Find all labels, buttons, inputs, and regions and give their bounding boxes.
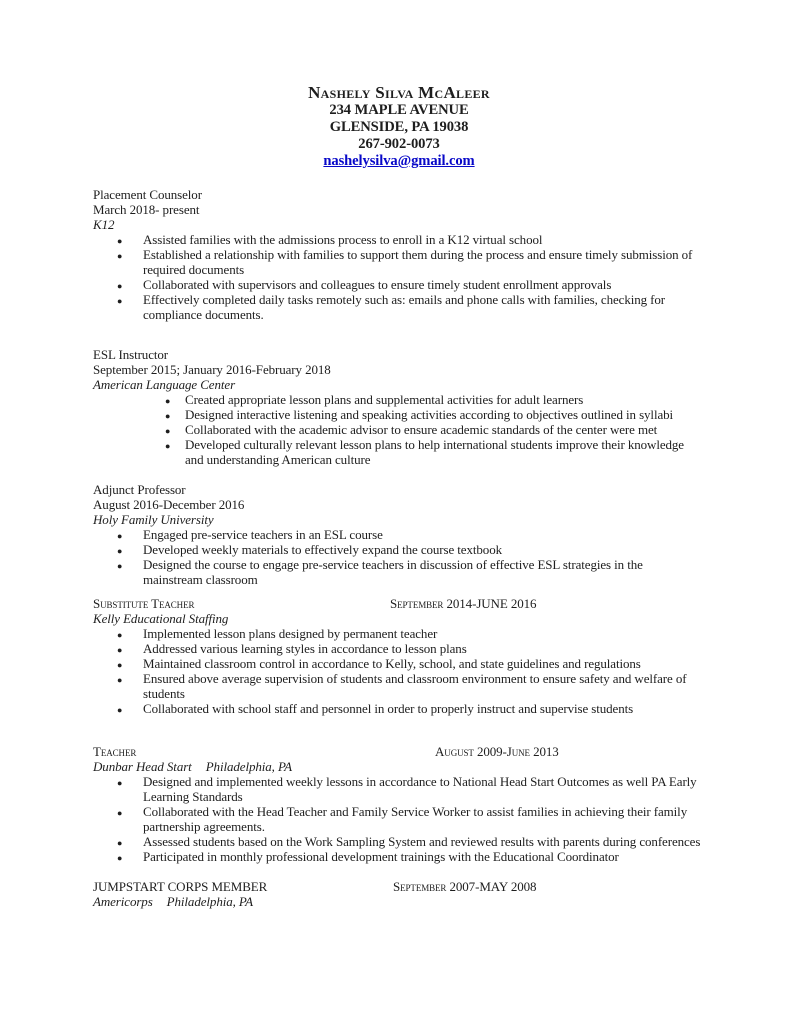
section-adjunct-professor	[93, 482, 705, 587]
phone-number: 267-902-0073	[358, 136, 440, 152]
email-line	[93, 153, 705, 170]
section-esl-instructor	[93, 347, 705, 467]
company-line	[93, 217, 705, 232]
job-title-row	[93, 596, 705, 611]
duty-item: ● Established a relationship with families to support them during the process and ensure timely submission of required documents	[143, 247, 705, 277]
duty-item: ● Created appropriate lesson plans and supplemental activities for adult learners	[185, 392, 705, 407]
job-date: September 2007-MAY 2008	[393, 879, 537, 894]
job-date: September 2014-JUNE 2016	[390, 596, 537, 611]
duty-list	[93, 527, 705, 587]
duty-item: ● Addressed various learning styles in accordance to lesson plans	[143, 641, 705, 656]
duty-item: ● Assisted families with the admissions process to enroll in a K12 virtual school	[143, 232, 705, 247]
job-title-row	[93, 879, 705, 894]
company-name: Dunbar Head Start	[93, 759, 192, 774]
duty-item: ● Assessed students based on the Work Sampling System and reviewed results with parents during conferences	[143, 834, 705, 849]
section-teacher	[93, 744, 705, 864]
address-line-1: 234 MAPLE AVENUE	[329, 102, 469, 118]
job-date: September 2015; January 2016-February 2018	[93, 362, 331, 377]
job-date: August 2009-June 2013	[435, 744, 559, 759]
duty-list	[93, 626, 705, 716]
duty-item: ● Maintained classroom control in accordance to Kelly, school, and state guidelines and regulations	[143, 656, 705, 671]
job-title: Teacher	[93, 744, 137, 759]
job-date: August 2016-December 2016	[93, 497, 245, 512]
job-title: Placement Counselor	[93, 187, 202, 202]
duty-item: ● Collaborated with the Head Teacher and Family Service Worker to assist families in achieving their family partnership agreements.	[143, 804, 705, 834]
company-name: Americorps	[93, 894, 153, 909]
job-title: Adjunct Professor	[93, 482, 186, 497]
duty-item: ● Collaborated with school staff and personnel in order to properly instruct and supervise students	[143, 701, 705, 716]
company-line	[93, 512, 705, 527]
job-location: Philadelphia, PA	[205, 759, 292, 774]
person-name: Nashely Silva McAleer	[308, 83, 490, 102]
duty-item: ● Collaborated with supervisors and colleagues to ensure timely student enrollment approvals	[143, 277, 705, 292]
job-title-row	[93, 744, 705, 759]
section-placement-counselor	[93, 187, 705, 322]
job-title: JUMPSTART CORPS MEMBER	[93, 879, 268, 894]
company-line	[93, 894, 705, 909]
job-date: March 2018- present	[93, 202, 200, 217]
duty-item: ● Participated in monthly professional development trainings with the Educational Coordinator	[143, 849, 705, 864]
duty-item: ● Developed weekly materials to effectively expand the course textbook	[143, 542, 705, 557]
section-jumpstart-corps-member	[93, 879, 705, 909]
company-name: K12	[93, 217, 115, 232]
company-line	[93, 377, 705, 392]
duty-item: ● Engaged pre-service teachers in an ESL course	[143, 527, 705, 542]
email-link[interactable]: nashelysilva@gmail.com	[323, 153, 475, 169]
company-line	[93, 611, 705, 626]
duty-item: ● Implemented lesson plans designed by permanent teacher	[143, 626, 705, 641]
duty-list	[93, 774, 705, 864]
company-name: Kelly Educational Staffing	[93, 611, 229, 626]
company-name: American Language Center	[93, 377, 236, 392]
duty-item: ● Designed interactive listening and speaking activities according to objectives outlined in syllabi	[185, 407, 705, 422]
job-location: Philadelphia, PA	[166, 894, 253, 909]
job-title: ESL Instructor	[93, 347, 169, 362]
section-substitute-teacher	[93, 596, 705, 716]
duty-item: ● Designed the course to engage pre-service teachers in discussion of effective ESL strategies in the mainstream classroom	[143, 557, 705, 587]
company-name: Holy Family University	[93, 512, 214, 527]
duty-item: ● Ensured above average supervision of students and classroom environment to ensure safety and welfare of students	[143, 671, 705, 701]
duty-item: ● Effectively completed daily tasks remotely such as: emails and phone calls with families, checking for compliance documents.	[143, 292, 705, 322]
duty-item: ● Designed and implemented weekly lessons in accordance to National Head Start Outcomes as well PA Early Learning Standards	[143, 774, 705, 804]
address-line-2: GLENSIDE, PA 19038	[329, 119, 469, 135]
company-line	[93, 759, 705, 774]
duty-list	[93, 392, 705, 467]
duty-list	[93, 232, 705, 322]
job-title: Substitute Teacher	[93, 596, 195, 611]
duty-item: ● Developed culturally relevant lesson plans to help international students improve their knowledge and understanding American culture	[185, 437, 705, 467]
duty-item: ● Collaborated with the academic advisor to ensure academic standards of the center were met	[185, 422, 705, 437]
resume-header	[93, 84, 705, 170]
